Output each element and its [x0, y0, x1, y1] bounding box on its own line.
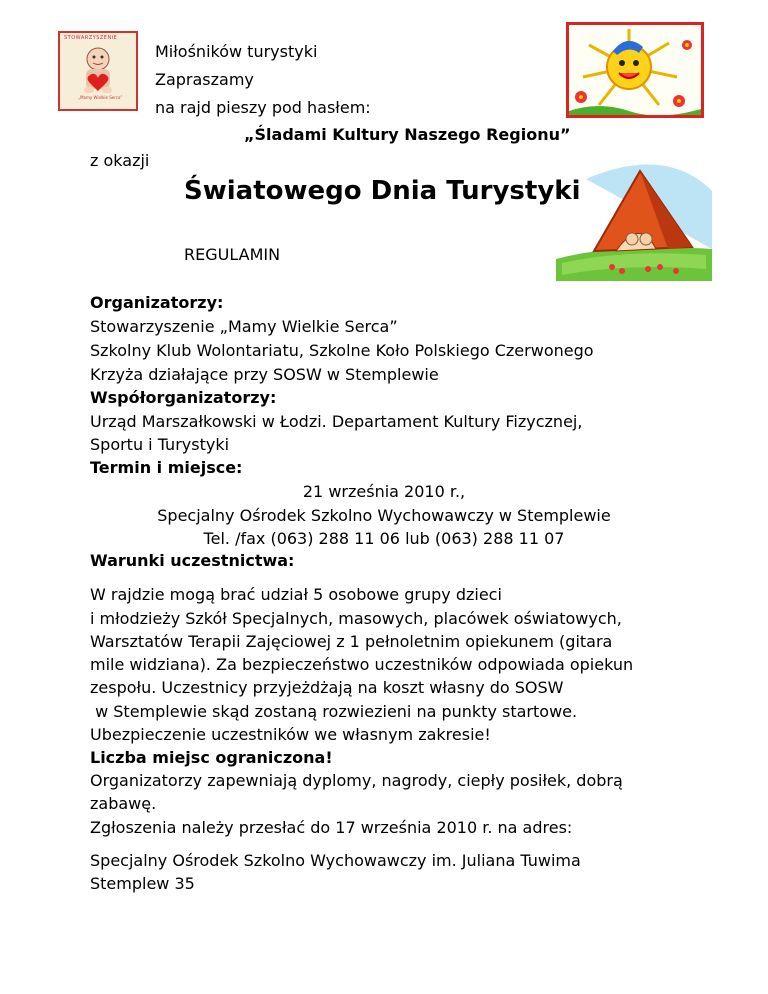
- conditions-line: w Stemplewie skąd zostaną rozwiezieni na punkty startowe.: [90, 702, 578, 721]
- limited-places-notice: Liczba miejsc ograniczona!: [90, 748, 333, 767]
- organizers-line: Stowarzyszenie „Mamy Wielkie Serca”: [90, 317, 398, 336]
- co-organizers-line: Urząd Marszałkowski w Łodzi. Departament Kultury Fizycznej,: [90, 412, 583, 431]
- conditions-line: Ubezpieczenie uczestników we własnym zakresie!: [90, 725, 491, 744]
- tent-icon: [556, 151, 712, 281]
- co-organizers-line: Sportu i Turystyki: [90, 435, 230, 454]
- organizers-heading: Organizatorzy:: [90, 293, 224, 312]
- sun-illustration: [566, 22, 704, 118]
- event-place: Specjalny Ośrodek Szkolno Wychowawczy w Stemplewie: [157, 506, 611, 525]
- conditions-line: mile widziana). Za bezpieczeństwo uczestników odpowiada opiekun: [90, 655, 634, 674]
- header-line-1: Miłośników turystyki: [155, 42, 318, 61]
- conditions-line: i młodzieży Szkół Specjalnych, masowych, placówek oświatowych,: [90, 609, 622, 628]
- occasion-prefix: z okazji: [90, 151, 150, 170]
- address-line: Stemplew 35: [90, 874, 195, 893]
- association-logo: [58, 31, 138, 111]
- co-organizers-heading: Współorganizatorzy:: [90, 388, 277, 407]
- event-phone: Tel. /fax (063) 288 11 06 lub (063) 288 11 07: [203, 529, 565, 548]
- slogan: „Śladami Kultury Naszego Regionu”: [244, 125, 571, 144]
- regulations-heading: REGULAMIN: [184, 245, 281, 264]
- address-line: Specjalny Ośrodek Szkolno Wychowawczy im. Juliana Tuwima: [90, 851, 581, 870]
- logo-top-text: STOWARZYSZENIE: [64, 35, 118, 41]
- tent-illustration: [556, 151, 712, 281]
- provides-line: zabawę.: [90, 794, 157, 813]
- provides-line: Organizatorzy zapewniają dyplomy, nagrody, ciepły posiłek, dobrą: [90, 771, 623, 790]
- sun-icon: [569, 25, 701, 115]
- conditions-line: Warsztatów Terapii Zajęciowej z 1 pełnoletnim opiekunem (gitara: [90, 632, 613, 651]
- logo-bottom-text: „Mamy Wielkie Serca”: [78, 95, 123, 100]
- header-line-2: Zapraszamy: [155, 70, 254, 89]
- conditions-line: W rajdzie mogą brać udział 5 osobowe grupy dzieci: [90, 585, 502, 604]
- conditions-heading: Warunki uczestnictwa:: [90, 551, 295, 570]
- date-place-heading: Termin i miejsce:: [90, 458, 243, 477]
- event-date: 21 września 2010 r.,: [302, 482, 466, 501]
- header-line-3: na rajd pieszy pod hasłem:: [155, 98, 371, 117]
- organizers-line: Krzyża działające przy SOSW w Stemplewie: [90, 365, 439, 384]
- organizers-line: Szkolny Klub Wolontariatu, Szkolne Koło Polskiego Czerwonego: [90, 341, 594, 360]
- main-title: Światowego Dnia Turystyki: [184, 176, 581, 206]
- deadline-line: Zgłoszenia należy przesłać do 17 września 2010 r. na adres:: [90, 818, 573, 837]
- conditions-line: zespołu. Uczestnicy przyjeżdżają na koszt własny do SOSW: [90, 678, 564, 697]
